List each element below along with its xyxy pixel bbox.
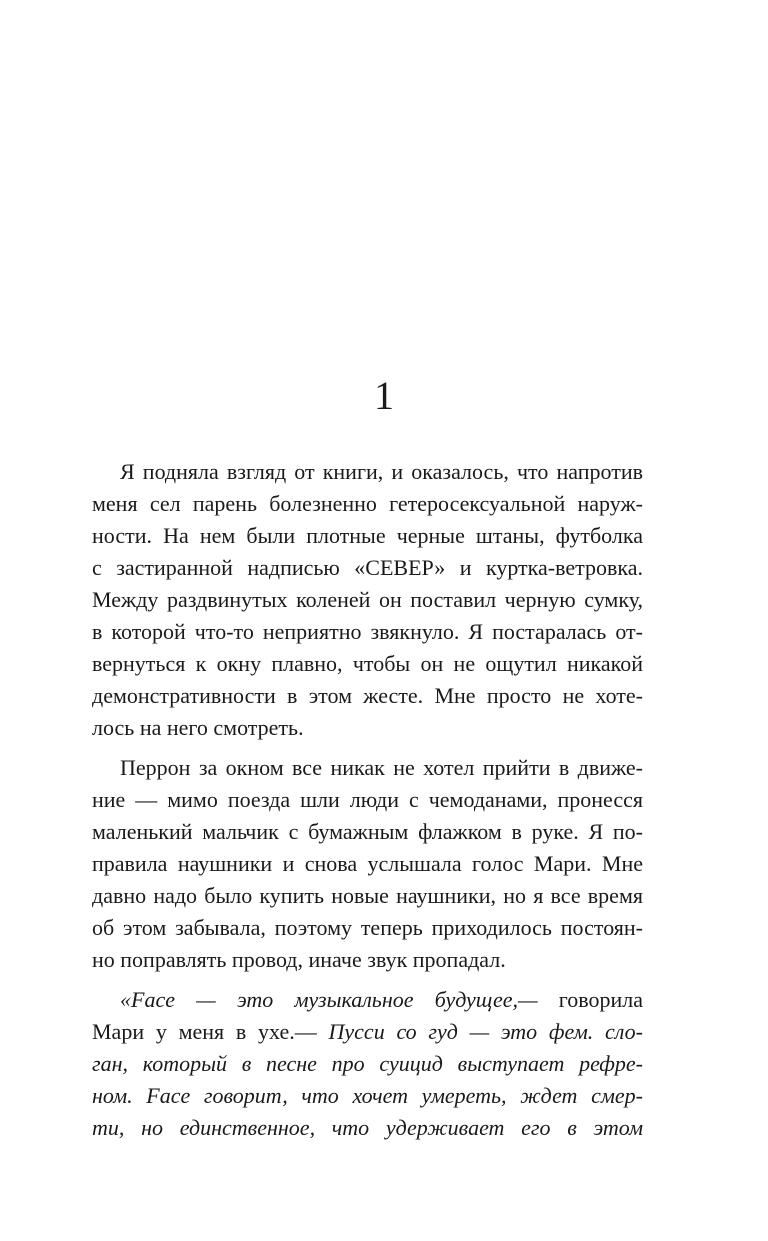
text-run: говорила [537,987,643,1012]
text-run: ном. Face говорит, что хочет умереть, ждет смер- [92,1083,643,1108]
text-line [92,712,643,744]
text-line [92,984,643,1016]
body-text [92,456,643,1144]
text-run: но поправлять провод, иначе звук пропадал. [92,947,506,972]
text-run: ган, который в песне про суицид выступает рефре- [92,1051,643,1076]
text-run: давно надо было купить новые наушники, но я все время [92,883,643,908]
text-line [92,784,643,816]
text-line [92,1080,643,1112]
text-line [92,880,643,912]
paragraph-gap [92,976,643,984]
paragraph-gap [92,744,643,752]
text-run: правила наушники и снова услышала голос Мари. Мне [92,851,643,876]
text-run: с застиранной надписью «СЕВЕР» и куртка-ветровка. [92,555,643,580]
text-line [92,552,643,584]
text-line [92,816,643,848]
paragraph [92,752,643,976]
text-run: вернуться к окну плавно, чтобы он не ощутил никакой [92,651,643,676]
text-run: Я подняла взгляд от книги, и оказалось, что напротив [120,459,643,484]
text-run: лось на него смотреть. [92,715,304,740]
text-line [92,912,643,944]
text-line [92,456,643,488]
text-run: об этом забывала, поэтому теперь приходилось постоян- [92,915,643,940]
text-run: демонстративности в этом жесте. Мне просто не хоте- [92,683,643,708]
paragraph [92,984,643,1144]
text-run: Пусси со гуд — это фем. сло- [328,1019,643,1044]
text-run: Между раздвинутых коленей он поставил черную сумку, [92,587,643,612]
text-line [92,520,643,552]
text-line [92,1016,643,1048]
text-run: ти, но единственное, что удерживает его в этом [92,1115,643,1140]
text-line [92,944,643,976]
text-line [92,616,643,648]
text-line [92,1048,643,1080]
text-line [92,752,643,784]
text-run: Перрон за окном все никак не хотел прийти в движе- [120,755,643,780]
text-line [92,1112,643,1144]
text-run: меня сел парень болезненно гетеросексуальной наруж- [92,491,643,516]
text-line [92,680,643,712]
text-line [92,584,643,616]
text-run: в которой что-то неприятно звякнуло. Я постаралась от- [92,619,643,644]
paragraph [92,456,643,744]
text-run: маленький мальчик с бумажным флажком в руке. Я по- [92,819,643,844]
chapter-number: 1 [374,373,394,418]
text-run: Мари у меня в ухе.— [92,1019,329,1044]
text-line [92,648,643,680]
text-line [92,488,643,520]
text-run: ности. На нем были плотные черные штаны, футболка [92,523,643,548]
text-run: «Face — это музыкальное будущее,— [120,987,538,1012]
text-run: ние — мимо поезда шли люди с чемоданами, пронесся [92,787,643,812]
text-line [92,848,643,880]
